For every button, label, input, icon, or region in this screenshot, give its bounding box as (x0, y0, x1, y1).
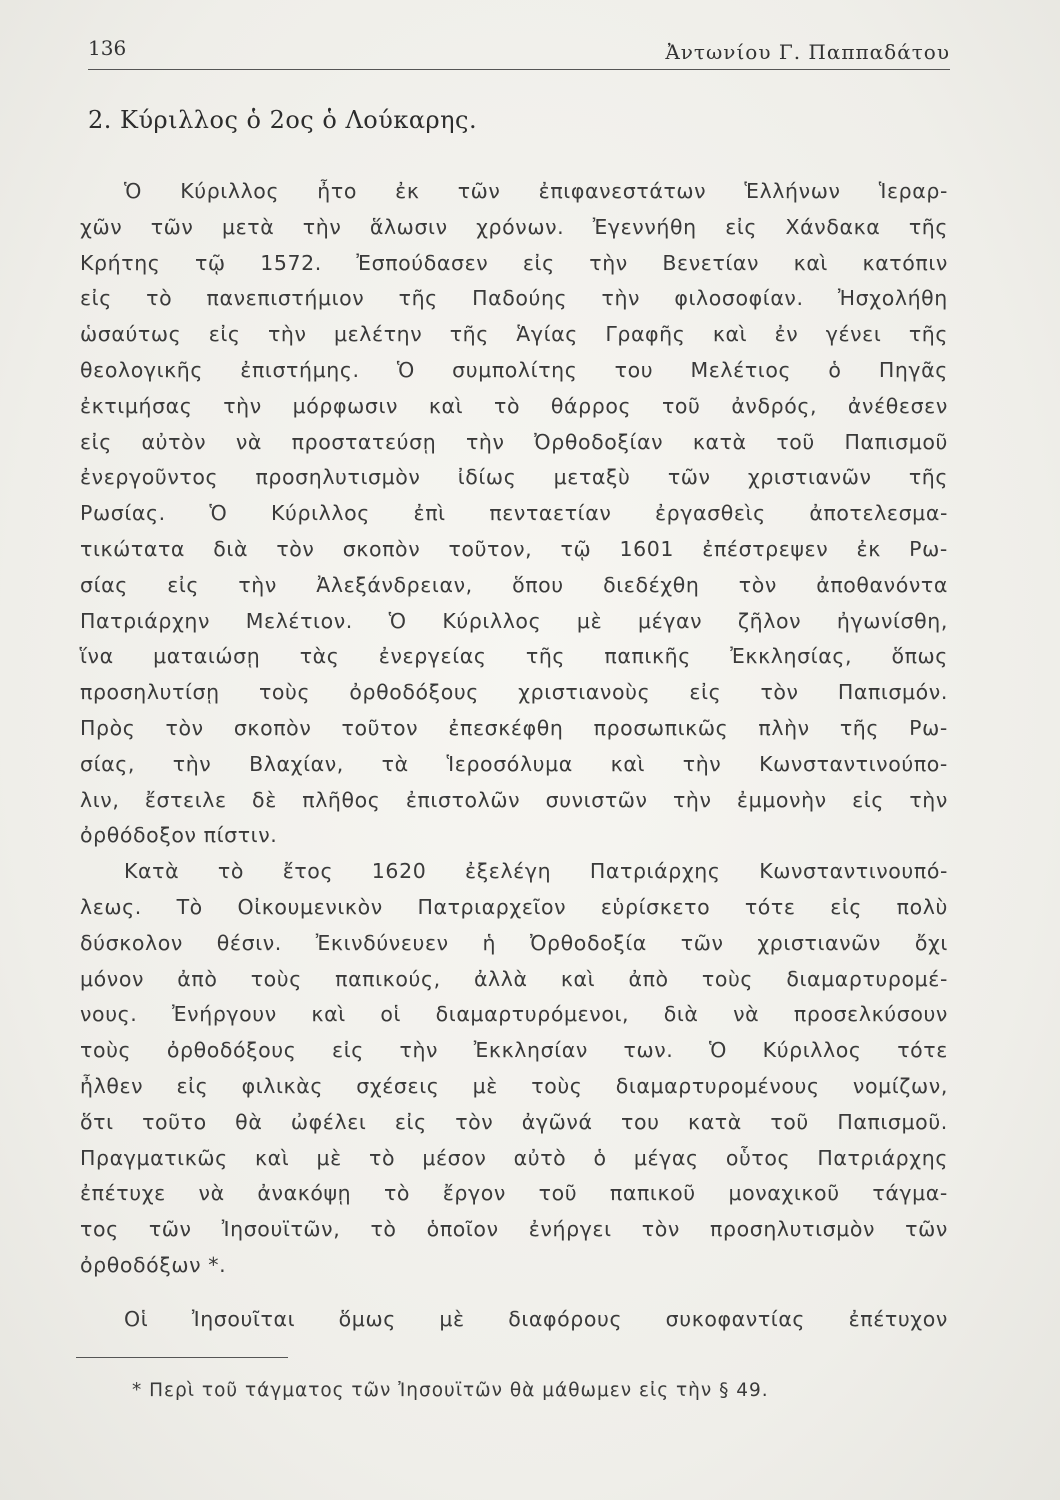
paragraph-1-line: θεολογικῆς ἐπιστήμης. Ὁ συμπολίτης του Μελέτιος ὁ Πηγᾶς (80, 357, 948, 382)
paragraph-1-line: τικώτατα διὰ τὸν σκοπὸν τοῦτον, τῷ 1601 ἐπέστρεψεν ἐκ Ρω- (80, 536, 948, 561)
paragraph-1-line: λιν, ἔστειλε δὲ πλῆθος ἐπιστολῶν συνιστῶν τὴν ἐμμονὴν εἰς τὴν (80, 787, 948, 812)
running-head: Ἀντωνίου Γ. Παππαδάτου (665, 40, 950, 64)
paragraph-2-line: ἦλθεν εἰς φιλικὰς σχέσεις μὲ τοὺς διαμαρτυρομένους νομίζων, (80, 1073, 948, 1098)
paragraph-2-line: ὅτι τοῦτο θὰ ὠφέλει εἰς τὸν ἀγῶνά του κατὰ τοῦ Παπισμοῦ. (80, 1109, 948, 1134)
page-header (88, 32, 950, 66)
paragraph-2-line: Πραγματικῶς καὶ μὲ τὸ μέσον αὐτὸ ὁ μέγας οὗτος Πατριάρχης (80, 1145, 948, 1170)
paragraph-1-line: ἵνα ματαιώσῃ τὰς ἐνεργείας τῆς παπικῆς Ἐκκλησίας, ὅπως (80, 644, 948, 669)
page-number: 136 (88, 36, 127, 60)
paragraph-1-line: ὡσαύτως εἰς τὴν μελέτην τῆς Ἁγίας Γραφῆς καὶ ἐν γένει τῆς (80, 322, 948, 347)
paragraph-2-line: τος τῶν Ἰησουϊτῶν, τὸ ὁποῖον ἐνήργει τὸν προσηλυτισμὸν τῶν (80, 1217, 948, 1242)
paragraph-1-line: Κρήτης τῷ 1572. Ἐσπούδασεν εἰς τὴν Βενετίαν καὶ κατόπιν (80, 250, 948, 275)
paragraph-1-line: εἰς τὸ πανεπιστήμιον τῆς Παδούης τὴν φιλοσοφίαν. Ἠσχολήθη (80, 286, 948, 311)
paragraph-3: Οἱ Ἰησουῖται ὅμως μὲ διαφόρους συκοφαντίας ἐπέτυχον (124, 1307, 948, 1331)
paragraph-1-line: σίας εἰς τὴν Ἀλεξάνδρειαν, ὅπου διεδέχθη τὸν ἀποθανόντα (80, 572, 948, 597)
paragraph-1-line: προσηλυτίσῃ τοὺς ὀρθοδόξους χριστιανοὺς εἰς τὸν Παπισμόν. (80, 680, 948, 705)
header-divider (88, 69, 950, 70)
paragraph-2-line: τοὺς ὀρθοδόξους εἰς τὴν Ἐκκλησίαν των. Ὁ Κύριλλος τότε (80, 1038, 948, 1063)
footnote: * Περὶ τοῦ τάγματος τῶν Ἰησουϊτῶν θὰ μάθωμεν εἰς τὴν § 49. (132, 1380, 769, 1401)
paragraph-1-line: Πρὸς τὸν σκοπὸν τοῦτον ἐπεσκέφθη προσωπικῶς πλὴν τῆς Ρω- (80, 715, 948, 740)
paragraph-2-line: ἐπέτυχε νὰ ἀνακόψῃ τὸ ἔργον τοῦ παπικοῦ μοναχικοῦ τάγμα- (80, 1181, 948, 1206)
paragraph-1-line: Ρωσίας. Ὁ Κύριλλος ἐπὶ πενταετίαν ἐργασθεὶς ἀποτελεσμα- (80, 501, 948, 526)
paragraph-1-line: σίας, τὴν Βλαχίαν, τὰ Ἱεροσόλυμα καὶ τὴν Κωνσταντινούπο- (80, 751, 948, 776)
paragraph-2-line: ὀρθοδόξων *. (80, 1252, 227, 1277)
paragraph-2-line: νους. Ἐνήργουν καὶ οἱ διαμαρτυρόμενοι, διὰ νὰ προσελκύσουν (80, 1002, 948, 1027)
paragraph-1-line: Πατριάρχην Μελέτιον. Ὁ Κύριλλος μὲ μέγαν ζῆλον ἠγωνίσθη, (80, 608, 948, 633)
section-title: 2. Κύριλλος ὁ 2ος ὁ Λούκαρης. (88, 106, 478, 134)
footnote-divider (76, 1357, 288, 1358)
body-text (80, 174, 948, 1284)
paragraph-2-line: μόνον ἀπὸ τοὺς παπικούς, ἀλλὰ καὶ ἀπὸ τοὺς διαμαρτυρομέ- (80, 966, 948, 991)
paragraph-1-line: εἰς αὐτὸν νὰ προστατεύσῃ τὴν Ὀρθοδοξίαν κατὰ τοῦ Παπισμοῦ (80, 429, 948, 454)
paragraph-1-line: χῶν τῶν μετὰ τὴν ἅλωσιν χρόνων. Ἐγεννήθη εἰς Χάνδακα τῆς (80, 214, 948, 239)
paragraph-2-line: δύσκολον θέσιν. Ἐκινδύνευεν ἡ Ὀρθοδοξία τῶν χριστιανῶν ὄχι (80, 930, 948, 955)
paragraph-1-line: Ὁ Κύριλλος ἦτο ἐκ τῶν ἐπιφανεστάτων Ἑλλήνων Ἱεραρ- (124, 179, 948, 203)
paragraph-1-line: ἐκτιμήσας τὴν μόρφωσιν καὶ τὸ θάρρος τοῦ ἀνδρός, ἀνέθεσεν (80, 393, 948, 418)
paragraph-1-line: ἐνεργοῦντος προσηλυτισμὸν ἰδίως μεταξὺ τῶν χριστιανῶν τῆς (80, 465, 948, 490)
paragraph-1-line: ὀρθόδοξον πίστιν. (80, 823, 278, 848)
paragraph-2-line: λεως. Τὸ Οἰκουμενικὸν Πατριαρχεῖον εὑρίσκετο τότε εἰς πολὺ (80, 894, 948, 919)
paragraph-2-line: Κατὰ τὸ ἔτος 1620 ἐξελέγη Πατριάρχης Κωνσταντινουπό- (124, 859, 948, 884)
